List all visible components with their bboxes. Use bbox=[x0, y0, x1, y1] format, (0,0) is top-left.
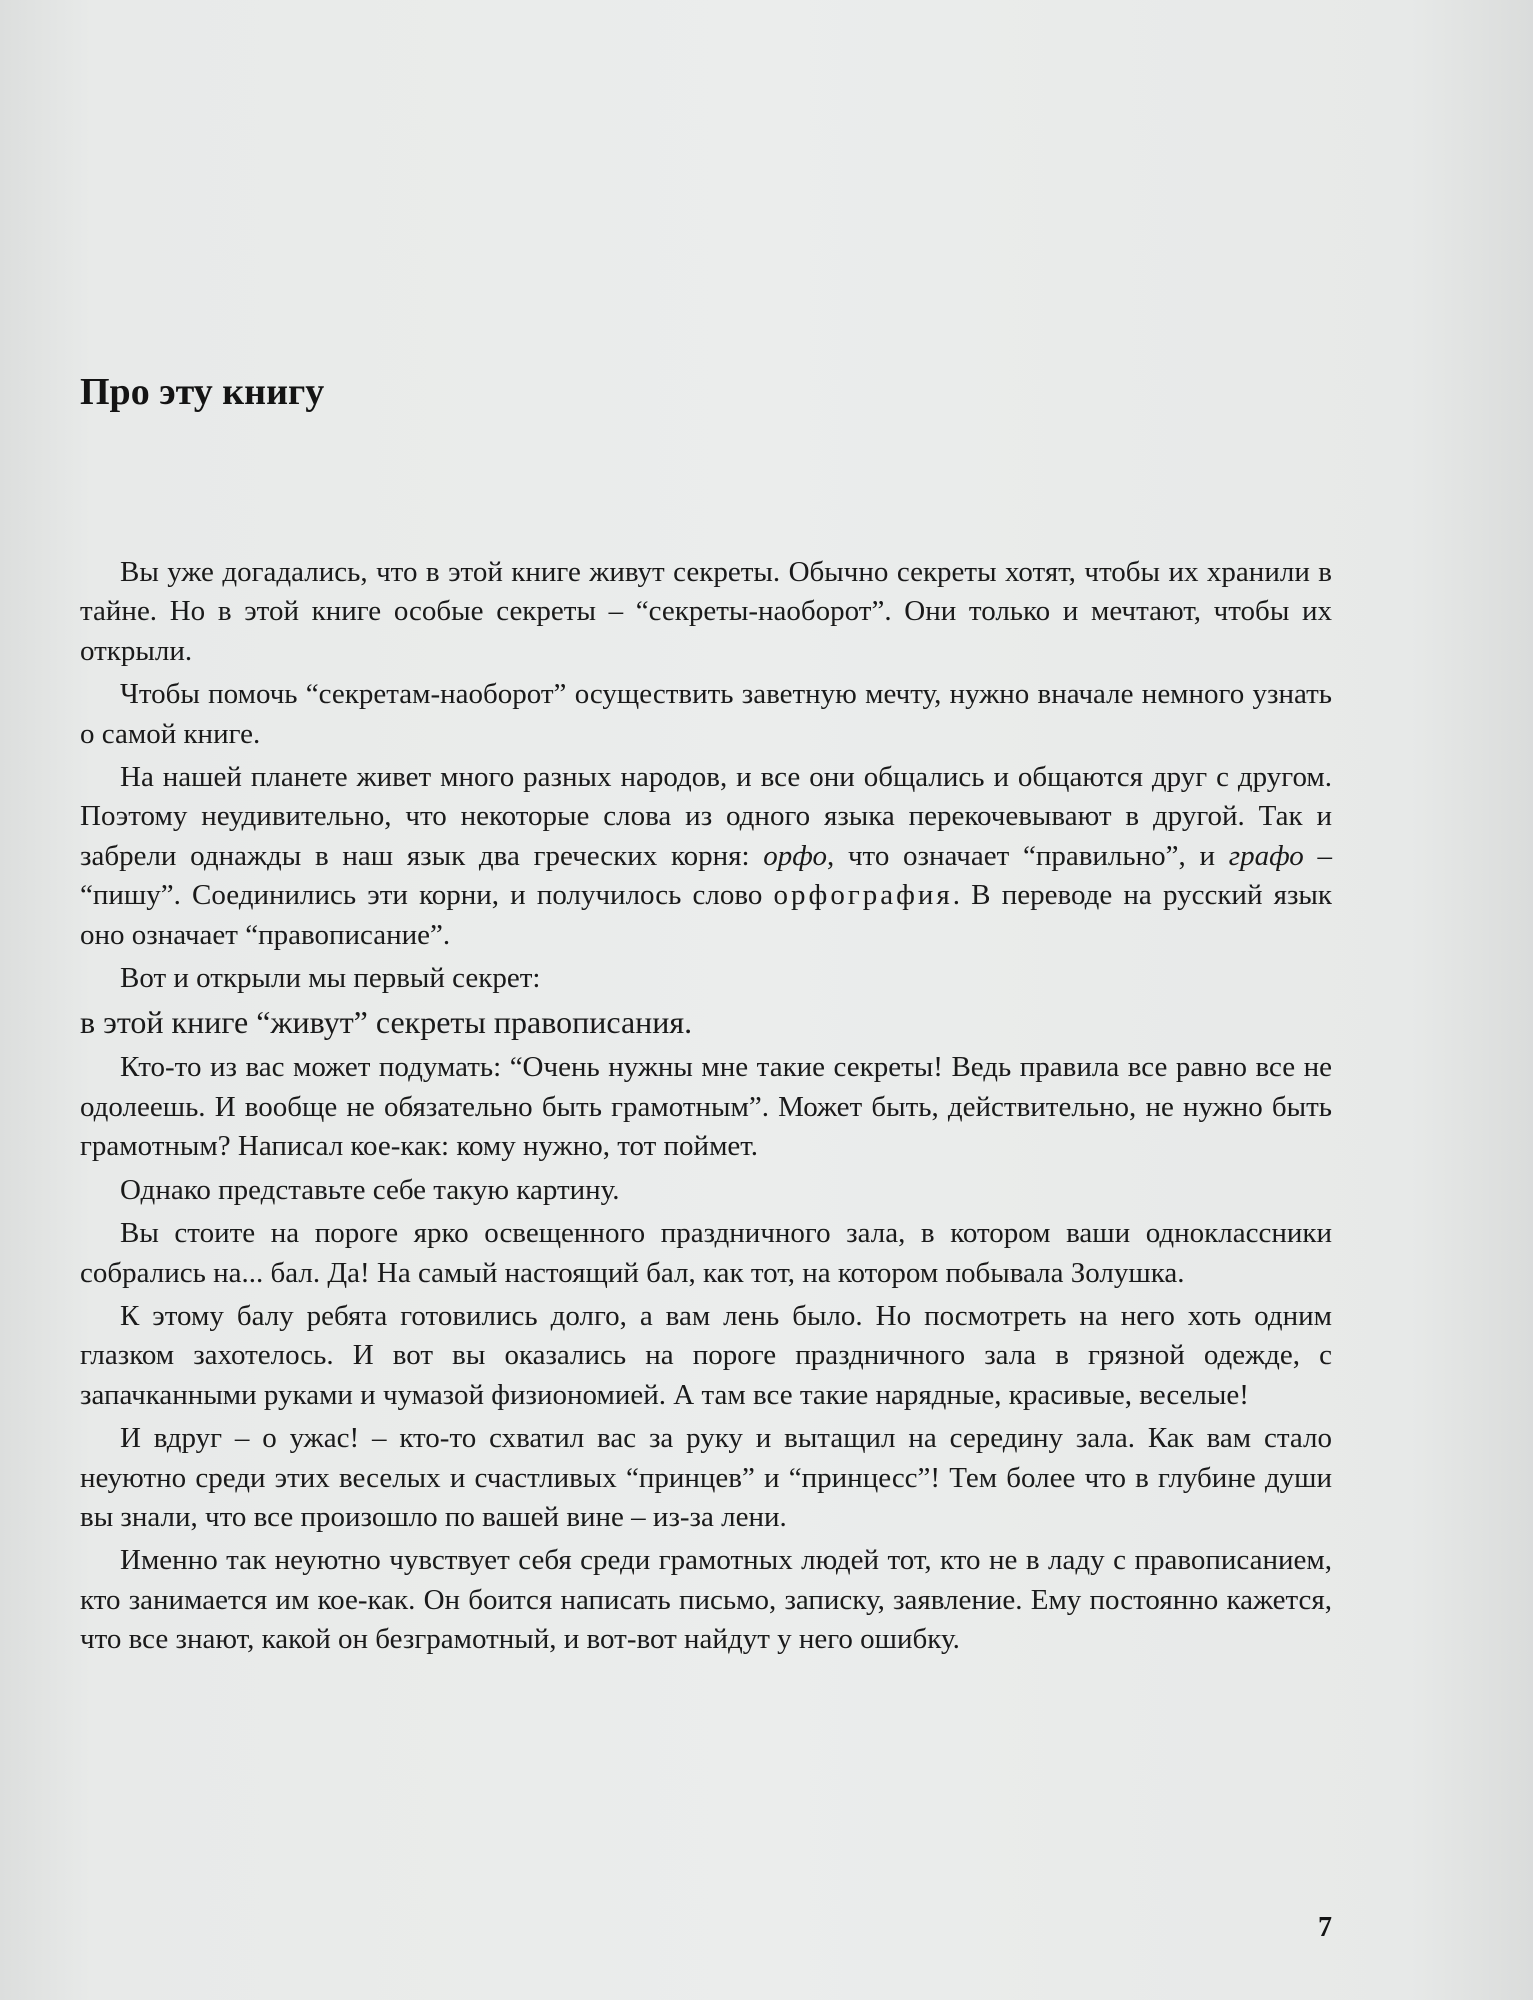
paragraph-1: Вы уже догадались, что в этой книге живут секреты. Обычно секреты хотят, чтобы их хранили в тайне. Но в этой книге особые секреты – “секреты-наоборот”. Они только и мечтают, чтобы их открыли. bbox=[80, 556, 1332, 667]
term-grafo: графо bbox=[1228, 839, 1304, 872]
paragraph-6: Кто-то из вас может подумать: “Очень нужны мне такие секреты! Ведь правила все равно все не одолеешь. И вообще не обязательно быть грамотным”. Может быть, действительно, не нужно быть грамотным? Написал кое-как: кому нужно, тот поймет. bbox=[80, 1051, 1332, 1163]
paragraph-3-text-g: . В переводе на русский язык оно означает “правописание”. bbox=[80, 879, 1333, 951]
paragraph-3-text-a: На нашей планете живет много разных народов, и все они общались и общаются друг с другом. Поэтому неудивительно, что некоторые слова из одного языка перекочевывают в другой. Так и забрели однажды в наш язык два греческих корня: bbox=[80, 761, 1332, 872]
paragraph-3-text-c: , что означает “правильно”, и bbox=[826, 839, 1229, 872]
paragraph-9: К этому балу ребята готовились долго, а вам лень было. Но посмотреть на него хоть одним глазком захотелось. И вот вы оказались на пороге праздничного зала в грязной одежде, с запачканными руками и чумазой физиономией. А там все такие нарядные, красивые, веселые! bbox=[80, 1299, 1332, 1411]
chapter-heading: Про эту книгу bbox=[80, 371, 325, 413]
term-orfo: орфо bbox=[763, 839, 827, 872]
paragraph-4: Вот и открыли мы первый секрет: bbox=[120, 962, 541, 995]
paragraph-2: Чтобы помочь “секретам-наоборот” осуществить заветную мечту, нужно вначале немного узнать о самой книге. bbox=[80, 678, 1332, 750]
paragraph-3 bbox=[80, 758, 1332, 955]
paragraph-10: И вдруг – о ужас! – кто-то схватил вас за руку и вытащил на середину зала. Как вам стало неуютно среди этих веселых и счастливых “принцев” и “принцесс”! Тем более что в глубине души вы знали, что все произошло по вашей вине – из-за лени. bbox=[80, 1422, 1332, 1533]
page-number: 7 bbox=[1318, 1912, 1332, 1943]
body-text bbox=[80, 553, 1332, 1664]
paragraph-11: Именно так неуютно чувствует себя среди грамотных людей тот, кто не в ладу с правописанием, кто занимается им кое-как. Он боится написать письмо, записку, заявление. Ему постоянно кажется, что все знают, какой он безграмотный, и вот-вот найдут у него ошибку. bbox=[80, 1544, 1332, 1656]
paragraph-3-text-e: – “пишу”. Соединились эти корни, и получилось слово bbox=[80, 839, 1333, 912]
paragraph-7: Однако представьте себе такую картину. bbox=[120, 1173, 620, 1206]
term-orfografiya: орфография bbox=[773, 879, 953, 912]
paragraph-8: Вы стоите на пороге ярко освещенного праздничного зала, в котором ваши одноклассники собрались на... бал. Да! На самый настоящий бал, как тот, на котором побывала Золушка. bbox=[80, 1217, 1332, 1289]
highlighted-statement: в этой книге “живут” секреты правописания. bbox=[80, 1004, 693, 1041]
